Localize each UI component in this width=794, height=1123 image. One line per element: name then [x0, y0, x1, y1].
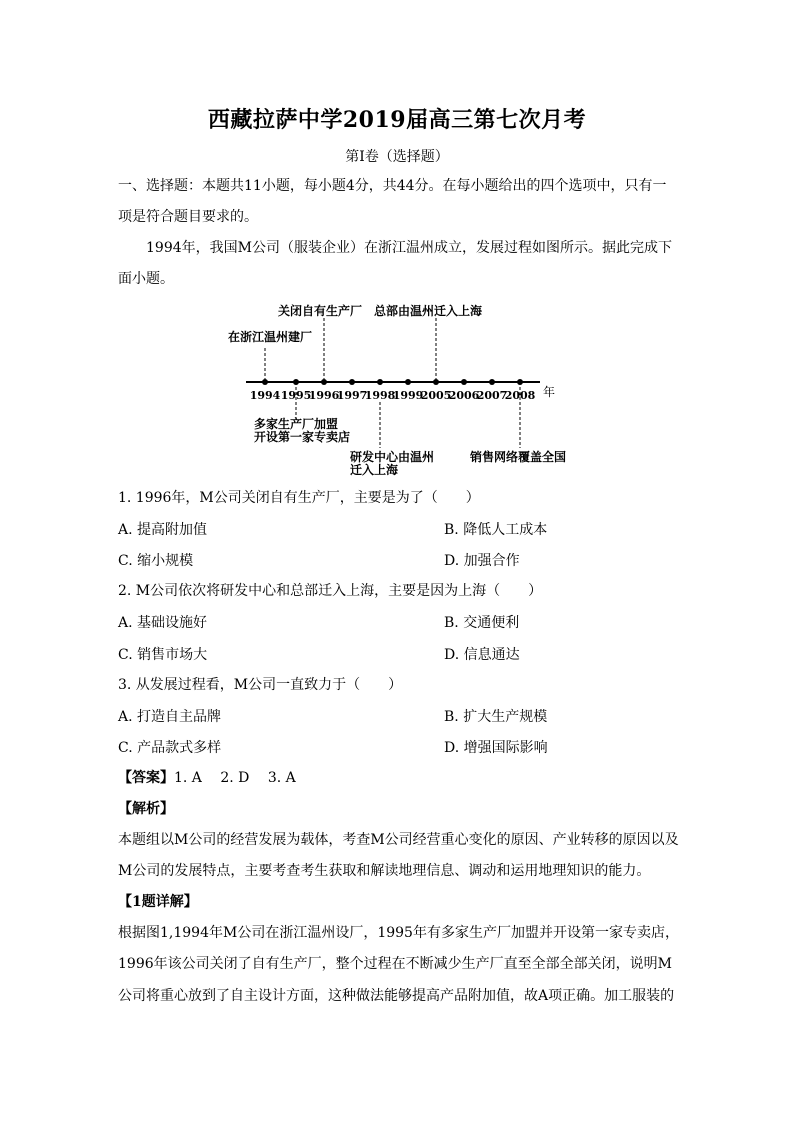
timeline-point-1998 [377, 379, 383, 385]
timeline-year-1998: 1998 [364, 389, 396, 402]
q1-option-a: A. 提高附加值 [118, 522, 208, 538]
timeline-year-1995: 1995 [280, 389, 312, 402]
q3-option-a: A. 打造自主品牌 [118, 709, 222, 725]
q3-option-c: C. 产品款式多样 [118, 740, 222, 756]
answer-text: 1. A 2. D 3. A [174, 770, 296, 786]
timeline-year-2005: 2005 [420, 389, 452, 402]
q2-option-d: D. 信息通达 [444, 647, 520, 663]
label-hq: 总部由温州迁入上海 [374, 304, 483, 318]
passage-line-1: 1994年，我国M公司（服装企业）在浙江温州成立，发展过程如图所示。据此完成下 [146, 240, 672, 256]
passage-line-2: 面小题。 [118, 271, 174, 287]
q1-option-c: C. 缩小规模 [118, 553, 194, 569]
timeline-year-1999: 1999 [392, 389, 424, 402]
detail-label: 【1题详解】 [118, 894, 198, 910]
label-sales: 销售网络覆盖全国 [470, 450, 567, 464]
q2-option-a: A. 基础设施好 [118, 615, 208, 631]
detail-line-3: 公司将重心放到了自主设计方面，这种做法能够提高产品附加值，故A项正确。加工服装的 [118, 988, 675, 1004]
q1-option-d: D. 加强合作 [444, 553, 520, 569]
label-join-2: 开设第一家专卖店 [254, 430, 351, 444]
q3-option-d: D. 增强国际影响 [444, 740, 548, 756]
question-3-stem: 3. 从发展过程看，M公司一直致力于（ ） [118, 677, 403, 693]
timeline-point-1999 [405, 379, 411, 385]
timeline-unit: 年 [543, 385, 556, 399]
page-title: 西藏拉萨中学2019届高三第七次月考 [207, 107, 587, 133]
label-join-1: 多家生产厂加盟 [254, 417, 339, 431]
q2-option-c: C. 销售市场大 [118, 647, 208, 663]
timeline-point-1997 [349, 379, 355, 385]
label-rd-2: 迁入上海 [350, 463, 399, 477]
question-1-stem: 1. 1996年，M公司关闭自有生产厂，主要是为了（ ） [118, 490, 480, 506]
intro-line-1: 一、选择题：本题共11小题，每小题4分，共44分。在每小题给出的四个选项中，只有一 [118, 178, 667, 194]
q2-option-b: B. 交通便利 [444, 615, 520, 631]
timeline-year-1996: 1996 [308, 389, 340, 402]
q3-option-b: B. 扩大生产规模 [444, 709, 548, 725]
timeline-point-2006 [461, 379, 467, 385]
detail-line-1: 根据图1,1994年M公司在浙江温州设厂，1995年有多家生产厂加盟并开设第一家专卖店， [118, 925, 679, 941]
timeline-year-2008: 2008 [504, 389, 536, 402]
label-close: 关闭自有生产厂 [278, 304, 363, 318]
timeline-figure [220, 298, 590, 478]
detail-line-2: 1996年该公司关闭了自有生产厂，整个过程在不断减少生产厂直至全部全部关闭，说明M [118, 956, 672, 972]
label-rd-1: 研发中心由温州 [350, 450, 435, 464]
timeline-year-2007: 2007 [476, 389, 508, 402]
timeline-year-labels [250, 389, 536, 402]
analysis-label: 【解析】 [118, 801, 174, 817]
intro-line-2: 项是符合题目要求的。 [118, 209, 258, 225]
timeline-year-2006: 2006 [448, 389, 480, 402]
timeline-year-1997: 1997 [336, 389, 368, 402]
timeline-point-2007 [489, 379, 495, 385]
timeline-year-1994: 1994 [249, 389, 281, 402]
section-subtitle: 第Ⅰ卷（选择题） [345, 149, 449, 165]
analysis-line-2: M公司的发展特点，主要考查考生获取和解读地理信息、调动和运用地理知识的能力。 [118, 863, 651, 879]
answer-line [118, 768, 678, 788]
q1-option-b: B. 降低人工成本 [444, 522, 548, 538]
answer-label: 【答案】 [118, 770, 174, 786]
question-2-stem: 2. M公司依次将研发中心和总部迁入上海，主要是因为上海（ ） [118, 583, 543, 599]
analysis-line-1: 本题组以M公司的经营发展为载体，考查M公司经营重心变化的原因、产业转移的原因以及 [118, 832, 679, 848]
label-found: 在浙江温州建厂 [228, 330, 313, 344]
